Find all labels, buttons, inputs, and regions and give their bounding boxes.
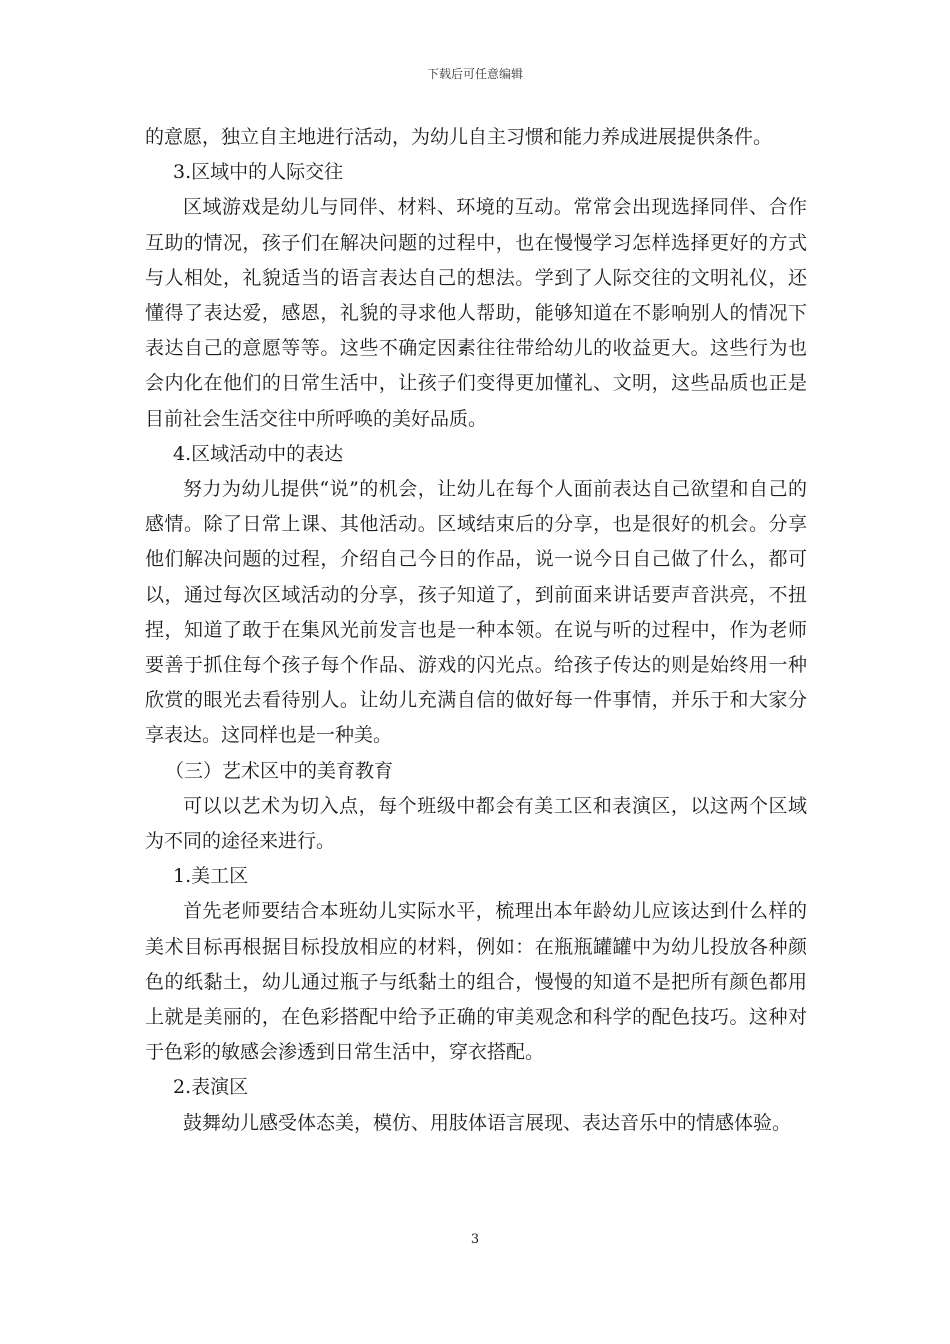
paragraph-performance-area: 鼓舞幼儿感受体态美，模仿、用肢体语言展现、表达音乐中的情感体验。 [183, 1111, 792, 1134]
section-heading-interpersonal: 3.区域中的人际交往 [173, 161, 344, 184]
section-heading-performance-area: 2.表演区 [173, 1076, 249, 1099]
page-number: 3 [470, 1232, 480, 1247]
section-heading-art-area: （三）艺术区中的美育教育 [165, 759, 394, 782]
paragraph-art-area: 可以以艺术为切入点，每个班级中都会有美工区和表演区，以这两个区域为不同的途径来进行。 [145, 794, 807, 853]
section-heading-craft-area: 1.美工区 [173, 865, 249, 888]
paragraph-interpersonal: 区域游戏是幼儿与同伴、材料、环境的互动。常常会出现选择同伴、合作互助的情况，孩子们在解决问题的过程中，也在慢慢学习怎样选择更好的方式与人相处，礼貌适当的语言表达自己的想法。学到了人际交往的文明礼仪，还懂得了表达爱，感恩，礼貌的寻求他人帮助，能够知道在不影响别人的情况下表达自己的意愿等等。这些不确定因素往往带给幼儿的收益更大。这些行为也会内化在他们的日常生活中，让孩子们变得更加懂礼、文明，这些品质也正是目前社会生活交往中所呼唤的美好品质。 [145, 196, 807, 430]
document-body [145, 120, 807, 1141]
paragraph-craft-area: 首先老师要结合本班幼儿实际水平，梳理出本年龄幼儿应该达到什么样的美术目标再根据目标投放相应的材料，例如：在瓶瓶罐罐中为幼儿投放各种颜色的纸黏土，幼儿通过瓶子与纸黏土的组合，慢慢的知道不是把所有颜色都用上就是美丽的，在色彩搭配中给予正确的审美观念和科学的配色技巧。这种对于色彩的敏感会渗透到日常生活中，穿衣搭配。 [145, 900, 807, 1064]
page-header: 下载后可任意编辑 [426, 67, 523, 81]
section-heading-expression: 4.区域活动中的表达 [173, 442, 344, 465]
paragraph-expression: 努力为幼儿提供“说”的机会，让幼儿在每个人面前表达自己欲望和自己的感情。除了日常上课、其他活动。区域结束后的分享，也是很好的机会。分享他们解决问题的过程，介绍自己今日的作品，说一说今日自己做了什么，都可以，通过每次区域活动的分享，孩子知道了，到前面来讲话要声音洪亮，不扭捏，知道了敢于在集风光前发言也是一种本领。在说与听的过程中，作为老师要善于抓住每个孩子每个作品、游戏的闪光点。给孩子传达的则是始终用一种欣赏的眼光去看待别人。让幼儿充满自信的做好每一件事情，并乐于和大家分享表达。这同样也是一种美。 [145, 478, 807, 747]
paragraph-continuation: 的意愿，独立自主地进行活动，为幼儿自主习惯和能力养成进展提供条件。 [145, 126, 773, 148]
